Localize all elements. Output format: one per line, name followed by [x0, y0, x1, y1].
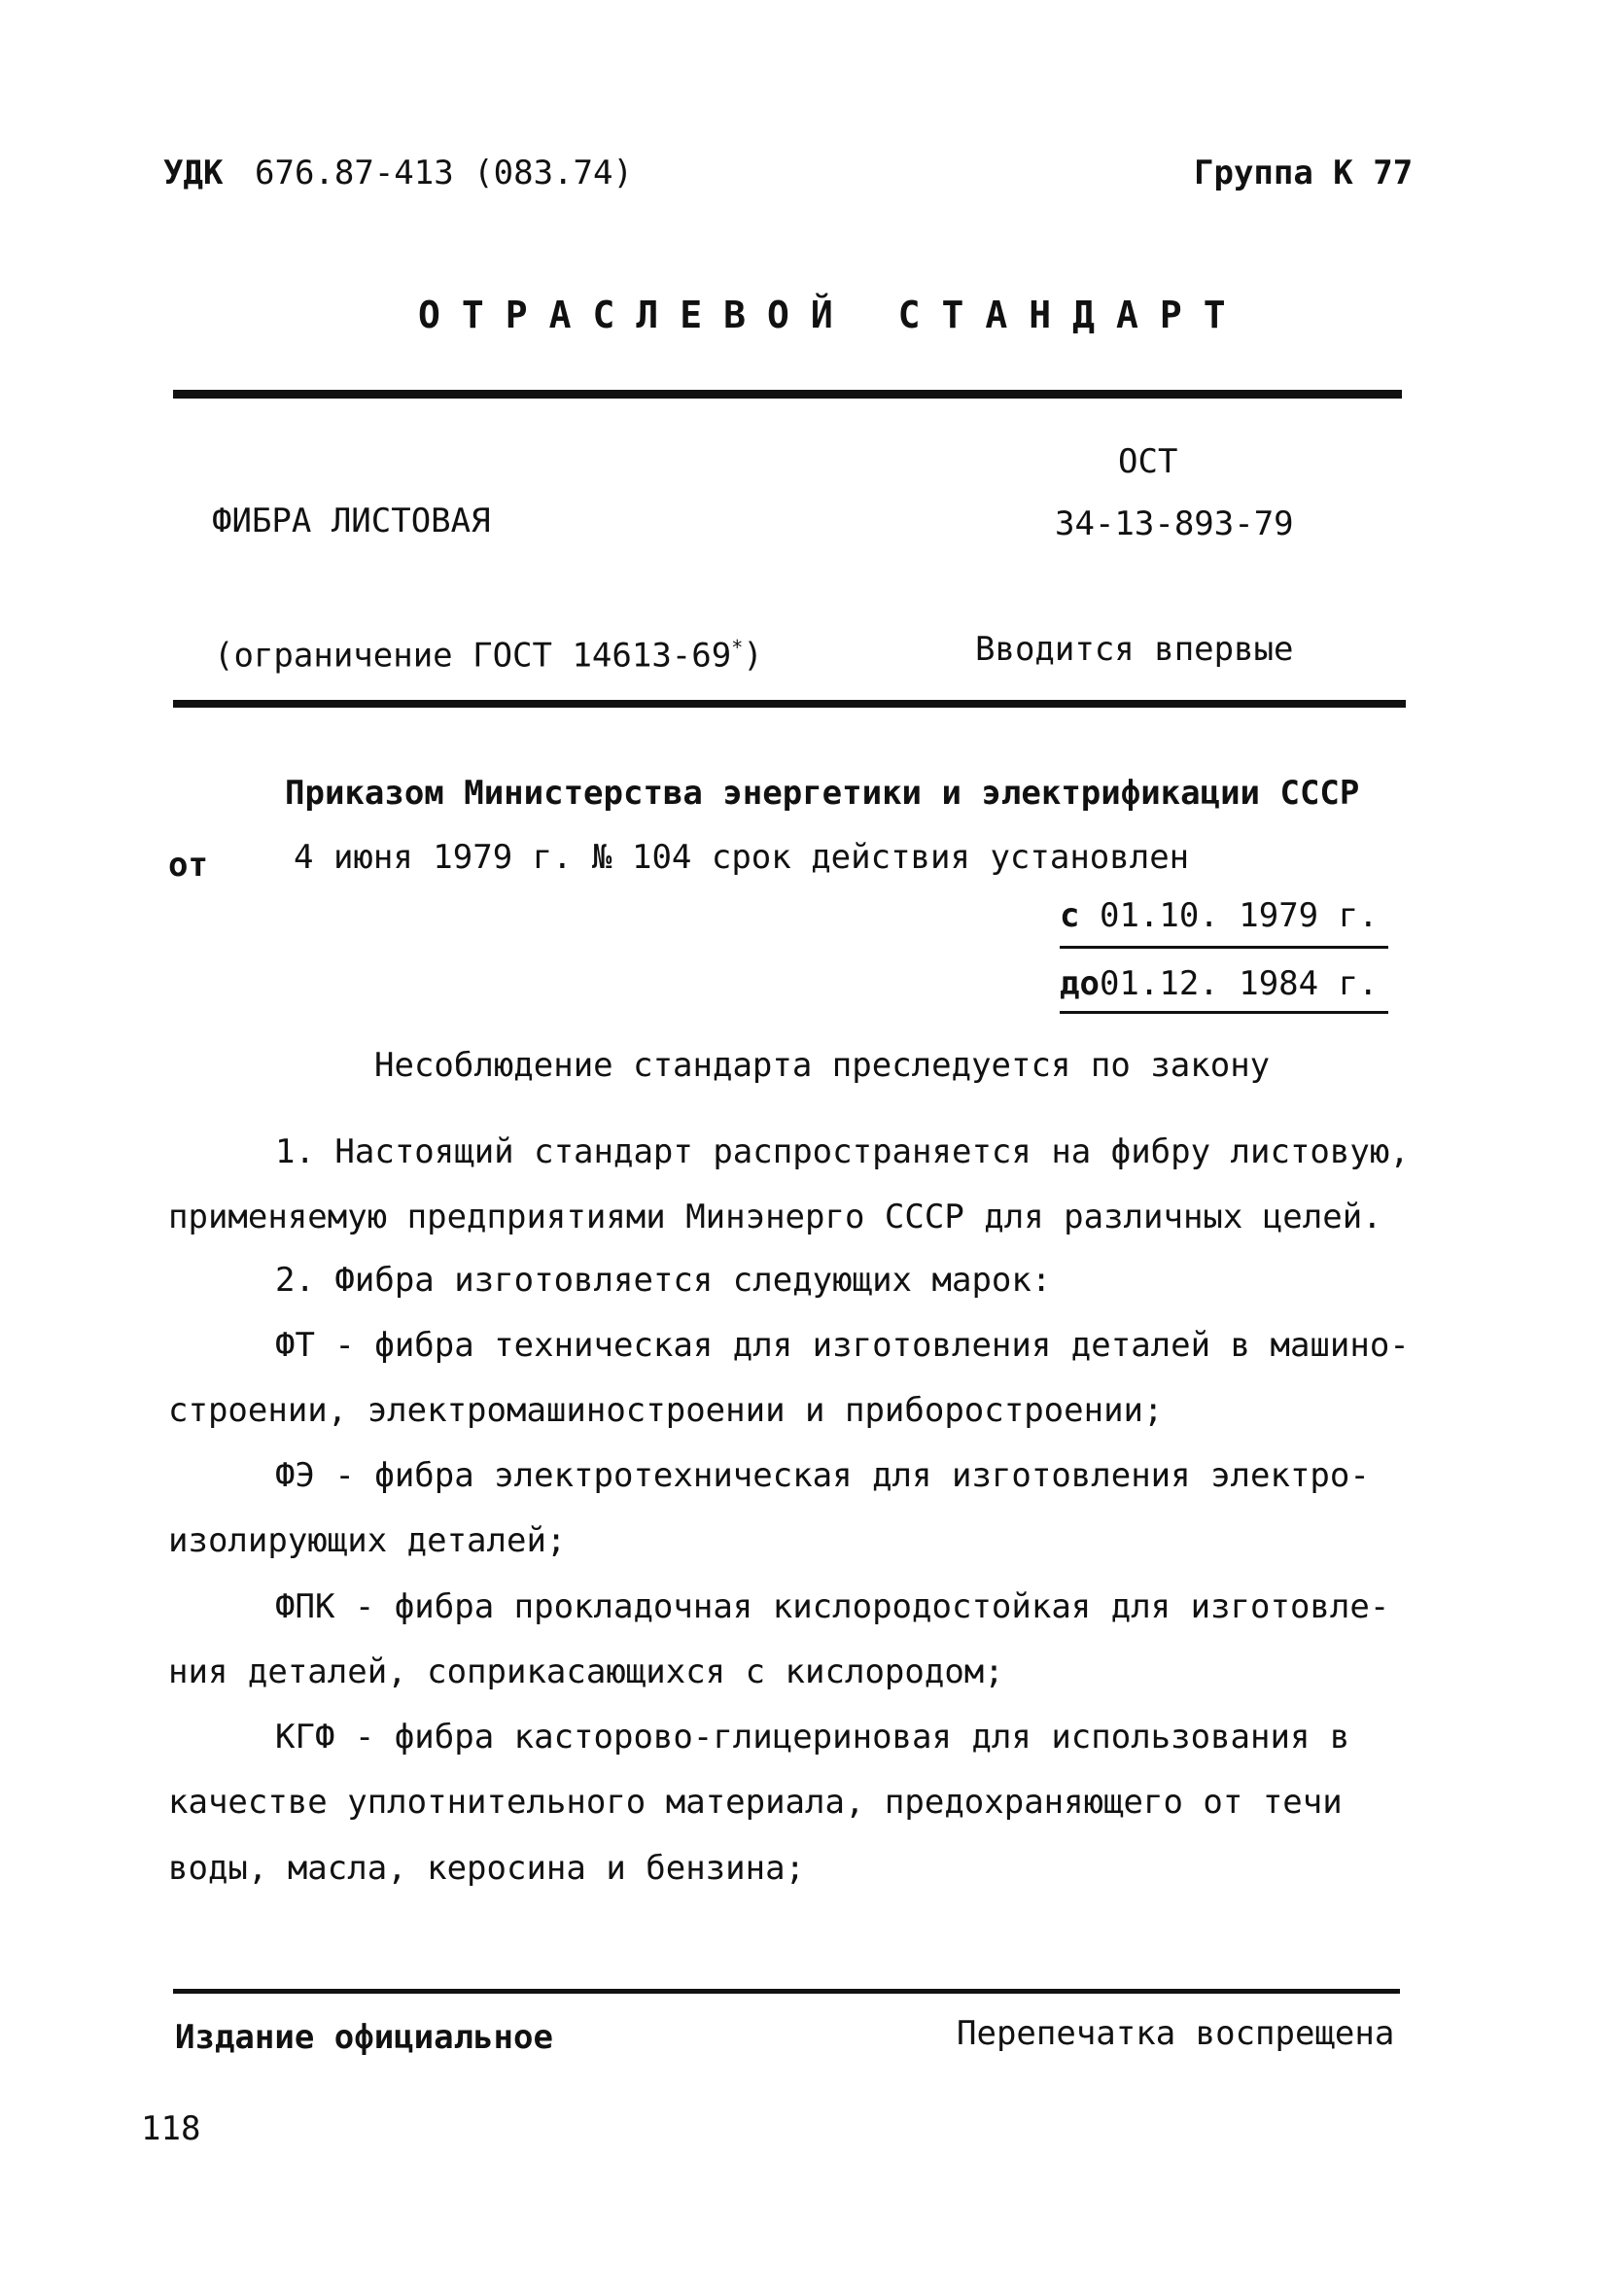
ost-number: 34-13-893-79 [1055, 504, 1294, 543]
body-line: 1. Настоящий стандарт распространяется на фибру листовую, [275, 1132, 1410, 1171]
middle-rule [173, 700, 1406, 708]
body-line: 2. Фибра изготовляется следующих марок: [275, 1261, 1052, 1300]
validity-to-underline [1060, 1011, 1388, 1014]
udk-label: УДК [163, 154, 224, 192]
body-line: изолирующих деталей; [168, 1521, 567, 1560]
introduced-first: Вводится впервые [975, 630, 1294, 669]
restriction-suffix: ) [743, 636, 763, 676]
body-line: ФТ - фибра техническая для изготовления деталей в машино- [275, 1326, 1410, 1365]
validity-from-prefix: с [1060, 896, 1080, 935]
order-line-1: Приказом Министерства энергетики и электрификации СССР [285, 774, 1360, 813]
validity-from [1060, 896, 1379, 935]
group-code: Группа К 77 [1194, 154, 1414, 192]
body-line: ФПК - фибра прокладочная кислородостойкая для изготовле- [275, 1587, 1390, 1626]
validity-from-underline [1060, 946, 1388, 949]
body-line: ФЭ - фибра электротехническая для изготовления электро- [275, 1456, 1370, 1495]
validity-from-date: 01.10. 1979 г. [1099, 896, 1379, 935]
body-line: ния деталей, соприкасающихся с кислородом; [168, 1652, 1004, 1691]
validity-to-prefix: до [1060, 964, 1100, 1003]
body-line: воды, масла, керосина и бензина; [168, 1849, 806, 1888]
body-line: строении, электромашиностроении и приборостроении; [168, 1391, 1164, 1430]
page-number: 118 [141, 2109, 201, 2148]
reprint-prohibited: Перепечатка воспрещена [957, 2014, 1395, 2053]
top-rule [173, 390, 1402, 399]
official-edition: Издание официальное [175, 2018, 553, 2057]
law-notice: Несоблюдение стандарта преследуется по закону [374, 1046, 1271, 1085]
document-title: ОТРАСЛЕВОЙ СТАНДАРТ [418, 294, 1247, 336]
product-name: ФИБРА ЛИСТОВАЯ [212, 502, 491, 540]
udk-code: 676.87-413 (083.74) [255, 154, 633, 192]
body-line: КГФ - фибра касторово-глицериновая для использования в [275, 1718, 1350, 1757]
order-from-label: от [168, 846, 208, 885]
gost-restriction [214, 628, 763, 675]
body-line: качестве уплотнительного материала, предохраняющего от течи [168, 1783, 1343, 1822]
asterisk-mark: * [731, 636, 744, 659]
restriction-prefix: (ограничение ГОСТ 14613-69 [214, 636, 732, 676]
order-line-2: 4 июня 1979 г. № 104 срок действия установлен [294, 838, 1190, 877]
footer-rule [173, 1989, 1400, 1994]
validity-to-date: 01.12. 1984 г. [1099, 964, 1379, 1003]
ost-label: ОСТ [1118, 442, 1178, 481]
validity-to [1060, 964, 1379, 1003]
body-line: применяемую предприятиями Минэнерго СССР для различных целей. [168, 1198, 1382, 1236]
